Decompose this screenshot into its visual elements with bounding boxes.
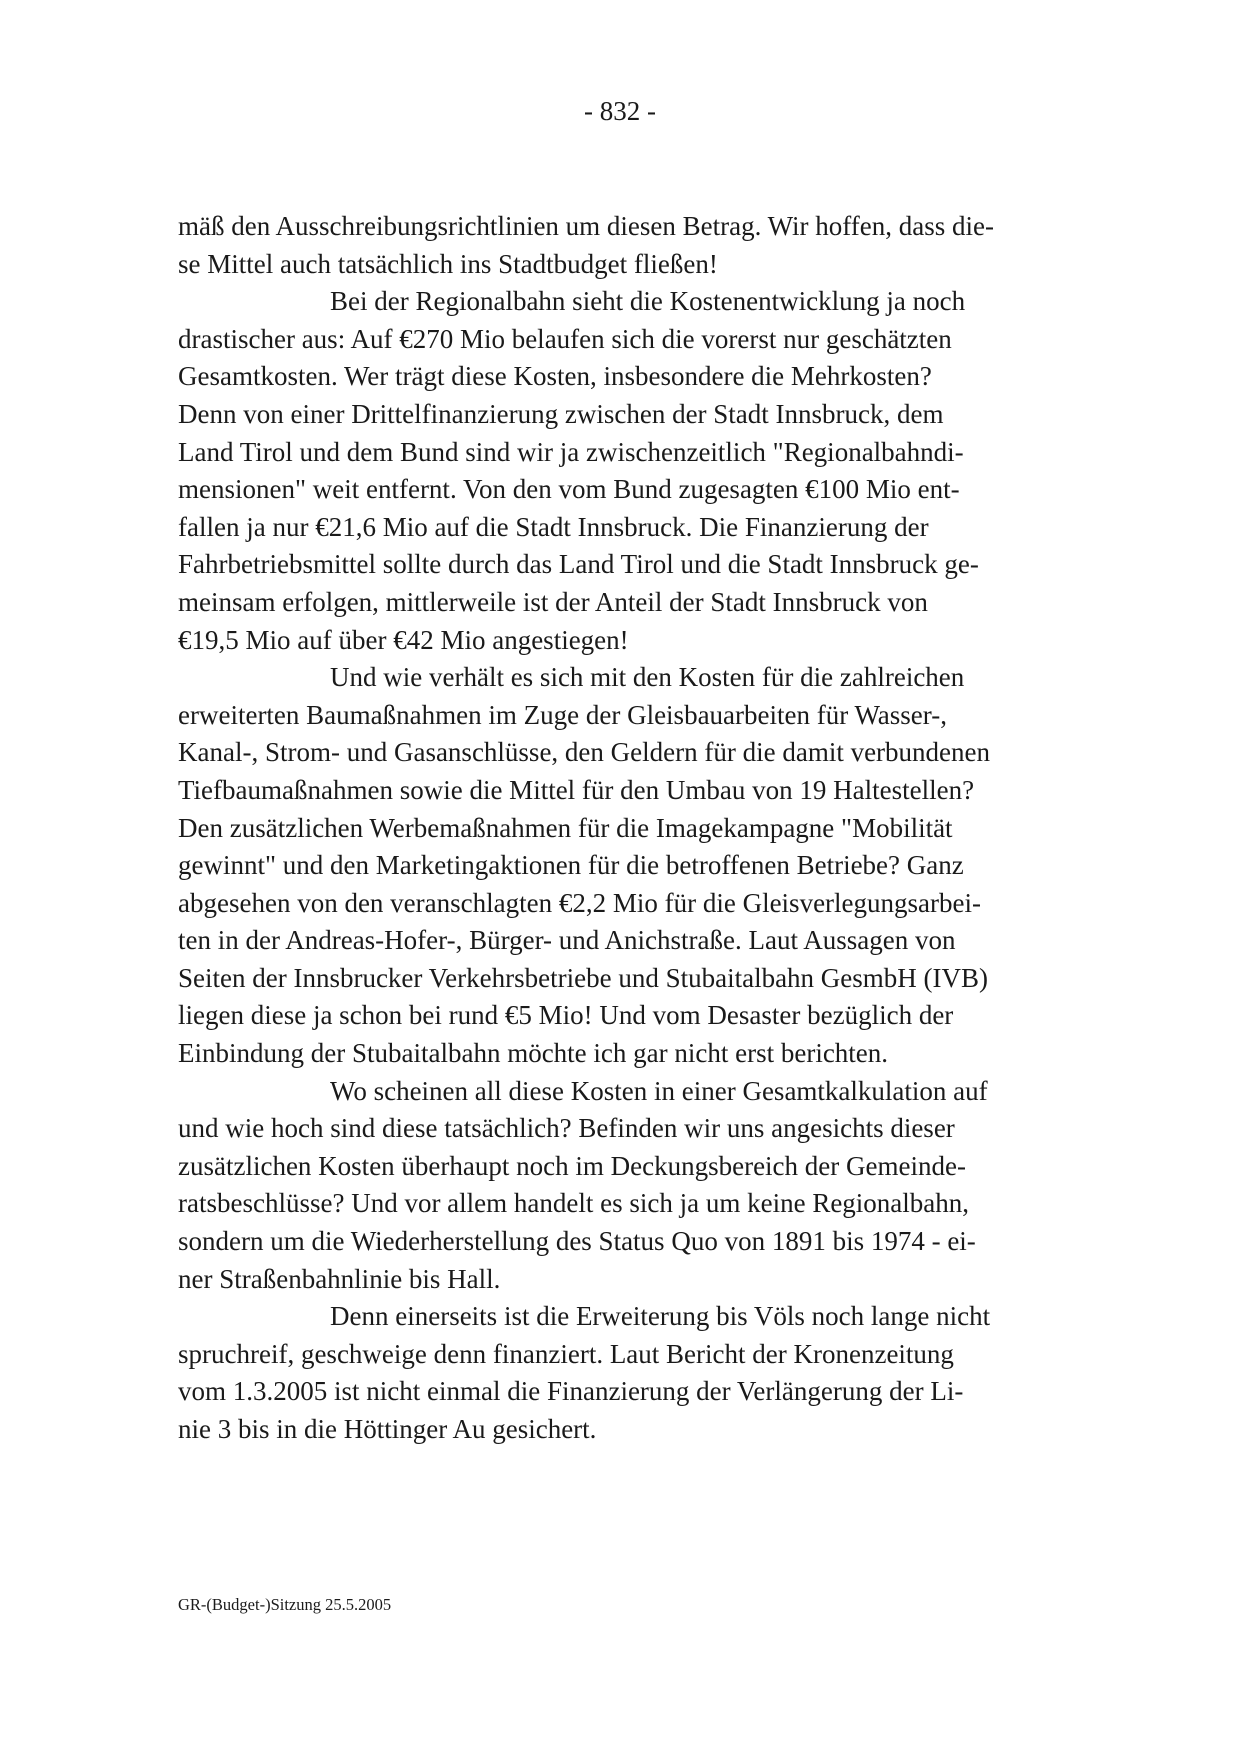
text-line: €19,5 Mio auf über €42 Mio angestiegen! [178, 624, 629, 655]
paragraph-start-line: Und wie verhält es sich mit den Kosten für die zahlreichen [330, 662, 965, 693]
text-line: sondern um die Wiederherstellung des Status Quo von 1891 bis 1974 - ei- [178, 1226, 976, 1257]
text-line: Denn von einer Drittelfinanzierung zwischen der Stadt Innsbruck, dem [178, 398, 944, 429]
text-line: ner Straßenbahnlinie bis Hall. [178, 1263, 501, 1294]
footer-session-label: GR-(Budget-)Sitzung 25.5.2005 [178, 1595, 392, 1614]
text-line: vom 1.3.2005 ist nicht einmal die Finanzierung der Verlängerung der Li- [178, 1376, 964, 1407]
paragraph-start-line: Wo scheinen all diese Kosten in einer Gesamtkalkulation auf [330, 1075, 988, 1106]
text-line: zusätzlichen Kosten überhaupt noch im Deckungsbereich der Gemeinde- [178, 1150, 966, 1181]
text-line: abgesehen von den veranschlagten €2,2 Mio für die Gleisverlegungsarbei- [178, 887, 981, 918]
text-line: spruchreif, geschweige denn finanziert. Laut Bericht der Kronenzeitung [178, 1338, 954, 1369]
text-line: se Mittel auch tatsächlich ins Stadtbudget fließen! [178, 248, 718, 279]
text-line: Den zusätzlichen Werbemaßnahmen für die Imagekampagne "Mobilität [178, 812, 953, 843]
text-line: meinsam erfolgen, mittlerweile ist der Anteil der Stadt Innsbruck von [178, 586, 928, 617]
text-line: erweiterten Baumaßnahmen im Zuge der Gleisbauarbeiten für Wasser-, [178, 699, 947, 730]
paragraph-start-line: Bei der Regionalbahn sieht die Kostenentwicklung ja noch [330, 286, 966, 317]
text-line: ratsbeschlüsse? Und vor allem handelt es sich ja um keine Regionalbahn, [178, 1188, 970, 1219]
page-number: - 832 - [584, 96, 656, 126]
text-line: Seiten der Innsbrucker Verkehrsbetriebe und Stubaitalbahn GesmbH (IVB) [178, 962, 989, 993]
text-line: drastischer aus: Auf €270 Mio belaufen sich die vorerst nur geschätzten [178, 323, 952, 354]
text-line: nie 3 bis in die Höttinger Au gesichert. [178, 1414, 597, 1444]
text-line: Einbindung der Stubaitalbahn möchte ich gar nicht erst berichten. [178, 1038, 889, 1069]
text-line: Gesamtkosten. Wer trägt diese Kosten, insbesondere die Mehrkosten? [178, 361, 932, 392]
text-line: fallen ja nur €21,6 Mio auf die Stadt Innsbruck. Die Finanzierung der [178, 511, 929, 542]
text-line: mäß den Ausschreibungsrichtlinien um diesen Betrag. Wir hoffen, dass die- [178, 211, 994, 241]
text-line: Tiefbaumaßnahmen sowie die Mittel für den Umbau von 19 Haltestellen? [178, 774, 975, 805]
text-line: mensionen" weit entfernt. Von den vom Bund zugesagten €100 Mio ent- [178, 474, 960, 505]
paragraph-start-line: Denn einerseits ist die Erweiterung bis Völs noch lange nicht [330, 1301, 991, 1332]
text-line: Fahrbetriebsmittel sollte durch das Land Tirol und die Stadt Innsbruck ge- [178, 549, 979, 580]
text-line: liegen diese ja schon bei rund €5 Mio! Und vom Desaster bezüglich der [178, 1000, 954, 1031]
text-line: gewinnt" und den Marketingaktionen für die betroffenen Betriebe? Ganz [178, 850, 964, 881]
body-text [178, 208, 1068, 1449]
text-line: ten in der Andreas-Hofer-, Bürger- und Anichstraße. Laut Aussagen von [178, 925, 956, 956]
text-line: und wie hoch sind diese tatsächlich? Befinden wir uns angesichts dieser [178, 1113, 955, 1144]
text-line: Kanal-, Strom- und Gasanschlüsse, den Geldern für die damit verbundenen [178, 737, 991, 768]
text-line: Land Tirol und dem Bund sind wir ja zwischenzeitlich "Regionalbahndi- [178, 436, 964, 467]
